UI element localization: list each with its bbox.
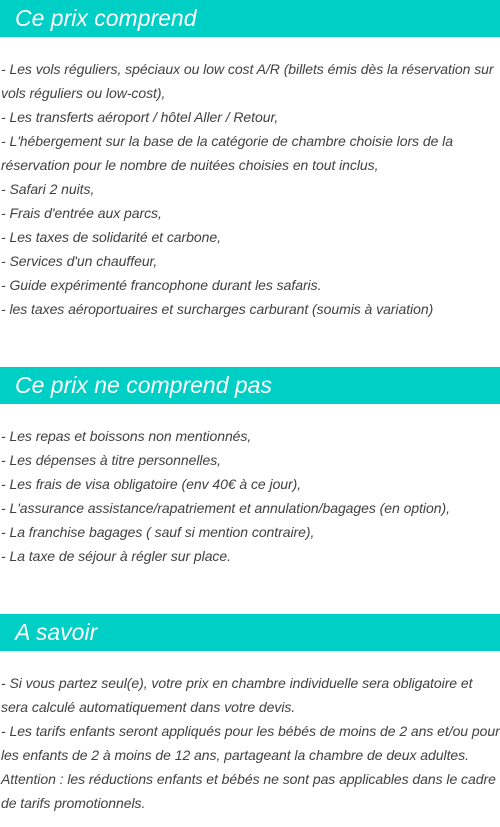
- included-line: vols réguliers ou low-cost),: [1, 85, 166, 101]
- not-included-line: - La taxe de séjour à régler sur place.: [1, 548, 231, 564]
- section-title-not-included: Ce prix ne comprend pas: [0, 367, 500, 404]
- not-included-line: - L'assurance assistance/rapatriement et annulation/bagages (en option),: [1, 500, 450, 516]
- section-not-included: [0, 367, 500, 568]
- section-good-to-know: [0, 614, 500, 815]
- good-to-know-line: Attention : les réductions enfants et bébés ne sont pas applicables dans le cadre: [1, 771, 496, 787]
- included-line: réservation pour le nombre de nuitées choisies en tout inclus,: [1, 157, 379, 173]
- good-to-know-line: - Si vous partez seul(e), votre prix en chambre individuelle sera obligatoire et: [1, 675, 473, 691]
- good-to-know-list: [0, 671, 500, 815]
- good-to-know-line: les enfants de 2 à moins de 12 ans, partageant la chambre de deux adultes.: [1, 747, 469, 763]
- included-line: - Les transferts aéroport / hôtel Aller / Retour,: [1, 109, 279, 125]
- not-included-line: - Les repas et boissons non mentionnés,: [1, 428, 252, 444]
- section-title-included: Ce prix comprend: [0, 0, 500, 37]
- good-to-know-line: - Les tarifs enfants seront appliqués pour les bébés de moins de 2 ans et/ou pour: [1, 723, 500, 739]
- included-line: - Les taxes de solidarité et carbone,: [1, 229, 221, 245]
- not-included-line: - Les frais de visa obligatoire (env 40€ à ce jour),: [1, 476, 302, 492]
- not-included-list: [0, 424, 500, 568]
- included-line: - Frais d'entrée aux parcs,: [1, 205, 162, 221]
- section-included: [0, 0, 500, 321]
- included-line: - Les vols réguliers, spéciaux ou low cost A/R (billets émis dès la réservation sur: [1, 61, 494, 77]
- section-title-good-to-know: A savoir: [0, 614, 500, 651]
- included-line: - Safari 2 nuits,: [1, 181, 95, 197]
- good-to-know-line: sera calculé automatiquement dans votre devis.: [1, 699, 296, 715]
- included-line: - Guide expérimenté francophone durant les safaris.: [1, 277, 322, 293]
- good-to-know-line: de tarifs promotionnels.: [1, 795, 146, 811]
- included-line: - L'hébergement sur la base de la catégorie de chambre choisie lors de la: [1, 133, 453, 149]
- included-list: [0, 57, 500, 321]
- not-included-line: - Les dépenses à titre personnelles,: [1, 452, 221, 468]
- included-line: - Services d'un chauffeur,: [1, 253, 158, 269]
- not-included-line: - La franchise bagages ( sauf si mention contraire),: [1, 524, 315, 540]
- included-line: - les taxes aéroportuaires et surcharges carburant (soumis à variation): [1, 301, 434, 317]
